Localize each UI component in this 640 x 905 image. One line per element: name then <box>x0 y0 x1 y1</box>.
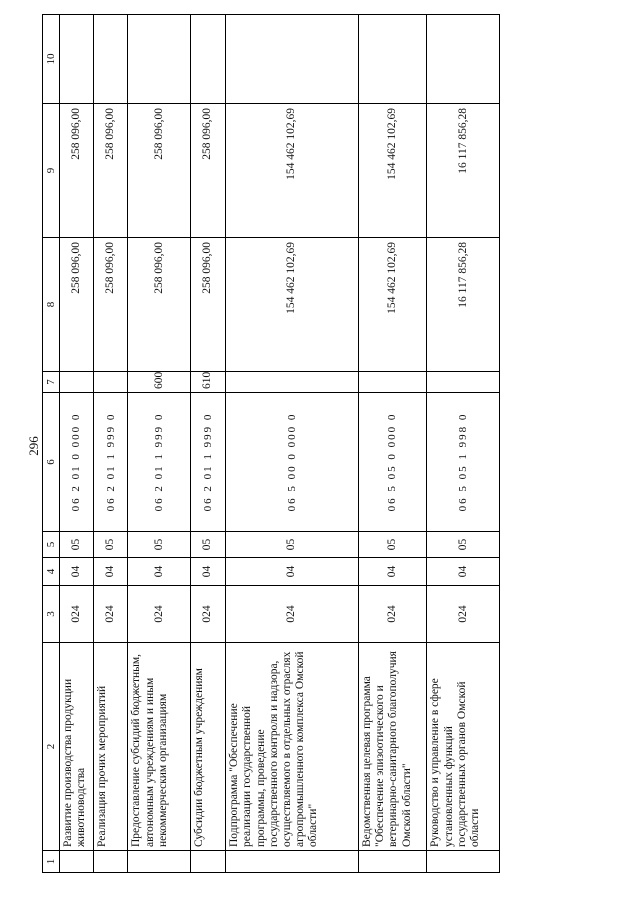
row-name: Развитие производства продукции животноводства <box>60 643 94 851</box>
page-number: 296 <box>26 436 41 456</box>
row-type-code <box>427 372 500 393</box>
row-name: Ведомственная целевая программа "Обеспечение эпизоотического и ветеринарно-санитарного благополучия Омской области" <box>358 643 426 851</box>
row-type-code: 600 <box>128 372 190 393</box>
row-amount-8: 154 462 102,69 <box>226 238 359 372</box>
row-amount-9: 258 096,00 <box>94 104 128 238</box>
row-target-code: 06 2 01 1 999 0 <box>128 393 190 532</box>
row-code-4: 04 <box>94 558 128 586</box>
col-header-9: 9 <box>43 104 60 238</box>
row-code-3: 024 <box>94 586 128 643</box>
budget-table-container <box>42 15 500 873</box>
row-number <box>94 851 128 873</box>
col-header-7: 7 <box>43 372 60 393</box>
row-type-code <box>60 372 94 393</box>
row-code-4: 04 <box>358 558 426 586</box>
row-name: Руководство и управление в сфере установленных функций государственных органов Омской области <box>427 643 500 851</box>
col-header-6: 6 <box>43 393 60 532</box>
budget-table <box>42 14 500 873</box>
row-code-3: 024 <box>427 586 500 643</box>
table-row <box>226 15 359 873</box>
table-row <box>427 15 500 873</box>
row-target-code: 06 2 01 0 000 0 <box>60 393 94 532</box>
row-amount-9: 154 462 102,69 <box>358 104 426 238</box>
col-header-2: 2 <box>43 643 60 851</box>
row-code-3: 024 <box>226 586 359 643</box>
row-name: Предоставление субсидий бюджетным, автономным учреждениям и иным некоммерческим организациям <box>128 643 190 851</box>
row-code-4: 04 <box>427 558 500 586</box>
row-code-4: 04 <box>226 558 359 586</box>
row-code-5: 05 <box>226 532 359 558</box>
row-amount-10 <box>94 15 128 104</box>
row-target-code: 06 2 01 1 999 0 <box>94 393 128 532</box>
row-amount-10 <box>226 15 359 104</box>
table-row <box>60 15 94 873</box>
row-number <box>190 851 225 873</box>
row-code-5: 05 <box>94 532 128 558</box>
row-type-code <box>94 372 128 393</box>
row-amount-10 <box>358 15 426 104</box>
row-number <box>427 851 500 873</box>
row-amount-10 <box>190 15 225 104</box>
table-row <box>128 15 190 873</box>
row-code-4: 04 <box>128 558 190 586</box>
row-target-code: 06 5 05 0 000 0 <box>358 393 426 532</box>
row-amount-9: 16 117 856,28 <box>427 104 500 238</box>
table-row <box>94 15 128 873</box>
row-amount-10 <box>60 15 94 104</box>
row-target-code: 06 5 05 1 998 0 <box>427 393 500 532</box>
row-type-code <box>226 372 359 393</box>
row-number <box>60 851 94 873</box>
row-code-5: 05 <box>128 532 190 558</box>
row-amount-8: 154 462 102,69 <box>358 238 426 372</box>
row-amount-10 <box>427 15 500 104</box>
row-amount-9: 154 462 102,69 <box>226 104 359 238</box>
col-header-3: 3 <box>43 586 60 643</box>
row-amount-8: 258 096,00 <box>94 238 128 372</box>
col-header-4: 4 <box>43 558 60 586</box>
row-code-5: 05 <box>427 532 500 558</box>
col-header-8: 8 <box>43 238 60 372</box>
row-name: Реализация прочих мероприятий <box>94 643 128 851</box>
row-code-3: 024 <box>128 586 190 643</box>
column-number-row <box>43 15 60 873</box>
table-row <box>190 15 225 873</box>
table-row <box>358 15 426 873</box>
col-header-5: 5 <box>43 532 60 558</box>
row-name: Субсидии бюджетным учреждениям <box>190 643 225 851</box>
row-amount-9: 258 096,00 <box>128 104 190 238</box>
row-name: Подпрограмма "Обеспечение реализации государственной программы, проведение государственного контроля и надзора, осуществляемого в отдельных отраслях агропромышленного комплекса Омской области" <box>226 643 359 851</box>
row-amount-8: 258 096,00 <box>128 238 190 372</box>
row-code-4: 04 <box>60 558 94 586</box>
row-amount-10 <box>128 15 190 104</box>
row-amount-8: 258 096,00 <box>60 238 94 372</box>
row-code-5: 05 <box>60 532 94 558</box>
row-number <box>128 851 190 873</box>
row-amount-9: 258 096,00 <box>190 104 225 238</box>
col-header-1: 1 <box>43 851 60 873</box>
row-code-5: 05 <box>190 532 225 558</box>
row-number <box>358 851 426 873</box>
row-type-code: 610 <box>190 372 225 393</box>
col-header-10: 10 <box>43 15 60 104</box>
row-amount-9: 258 096,00 <box>60 104 94 238</box>
row-code-3: 024 <box>358 586 426 643</box>
row-type-code <box>358 372 426 393</box>
row-code-5: 05 <box>358 532 426 558</box>
row-code-3: 024 <box>60 586 94 643</box>
row-code-4: 04 <box>190 558 225 586</box>
row-amount-8: 258 096,00 <box>190 238 225 372</box>
row-number <box>226 851 359 873</box>
row-target-code: 06 5 00 0 000 0 <box>226 393 359 532</box>
row-target-code: 06 2 01 1 999 0 <box>190 393 225 532</box>
row-code-3: 024 <box>190 586 225 643</box>
row-amount-8: 16 117 856,28 <box>427 238 500 372</box>
